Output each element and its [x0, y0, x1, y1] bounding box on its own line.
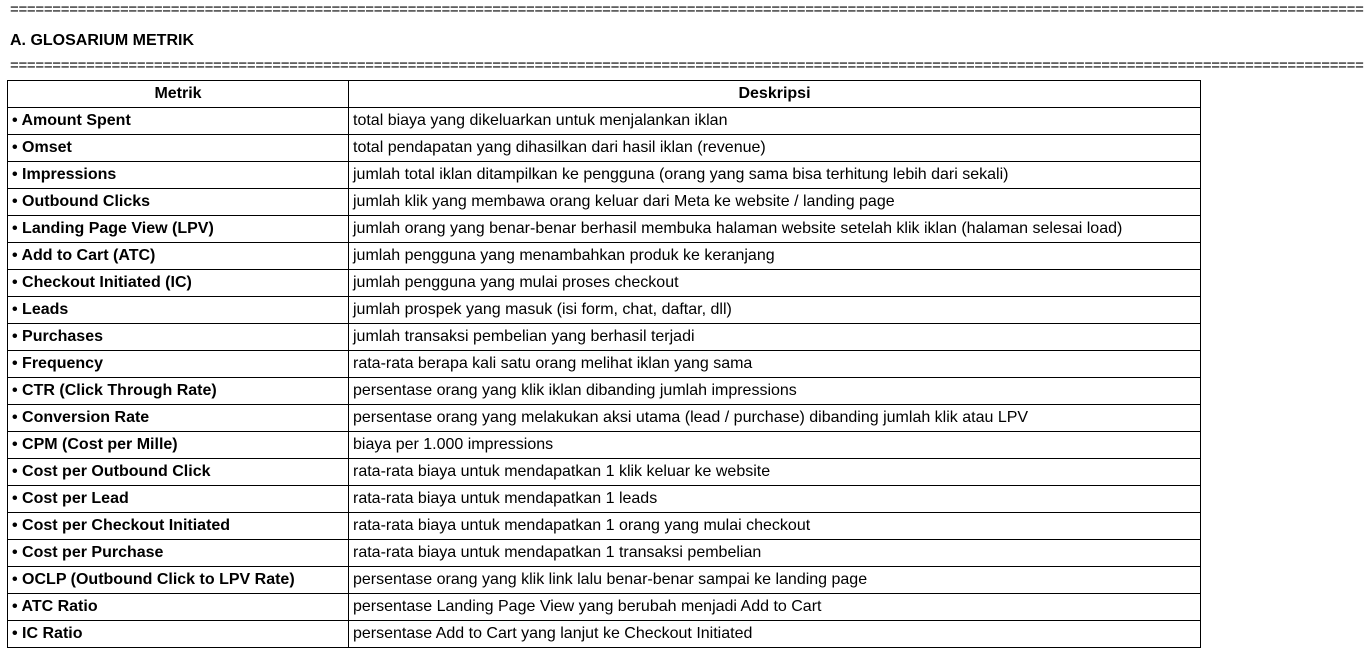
table-row [8, 189, 1201, 216]
description-cell: rata-rata biaya untuk mendapatkan 1 orang yang mulai checkout [349, 513, 1201, 540]
metric-cell: • Purchases [8, 324, 349, 351]
description-cell: persentase Add to Cart yang lanjut ke Checkout Initiated [349, 621, 1201, 648]
header-metrik: Metrik [8, 81, 349, 108]
metric-cell: • Checkout Initiated (IC) [8, 270, 349, 297]
metric-cell: • OCLP (Outbound Click to LPV Rate) [8, 567, 349, 594]
table-row [8, 162, 1201, 189]
table-row [8, 216, 1201, 243]
table-row [8, 513, 1201, 540]
table-row [8, 378, 1201, 405]
description-cell: jumlah transaksi pembelian yang berhasil terjadi [349, 324, 1201, 351]
description-cell: jumlah prospek yang masuk (isi form, chat, daftar, dll) [349, 297, 1201, 324]
description-cell: jumlah pengguna yang menambahkan produk ke keranjang [349, 243, 1201, 270]
metric-cell: • Landing Page View (LPV) [8, 216, 349, 243]
metric-cell: • Cost per Lead [8, 486, 349, 513]
metric-cell: • Cost per Purchase [8, 540, 349, 567]
table-header-row [8, 81, 1201, 108]
description-cell: total pendapatan yang dihasilkan dari hasil iklan (revenue) [349, 135, 1201, 162]
metric-cell: • Add to Cart (ATC) [8, 243, 349, 270]
table-row [8, 486, 1201, 513]
description-cell: jumlah orang yang benar-benar berhasil membuka halaman website setelah klik iklan (halaman selesai load) [349, 216, 1201, 243]
metric-cell: • Frequency [8, 351, 349, 378]
metric-cell: • Cost per Outbound Click [8, 459, 349, 486]
header-deskripsi: Deskripsi [349, 81, 1201, 108]
separator-top: ================================================================================================================================================================ [10, 1, 1364, 18]
table-row [8, 108, 1201, 135]
metric-cell: • Amount Spent [8, 108, 349, 135]
table-row [8, 432, 1201, 459]
description-cell: rata-rata berapa kali satu orang melihat iklan yang sama [349, 351, 1201, 378]
table-row [8, 243, 1201, 270]
description-cell: persentase orang yang klik iklan dibanding jumlah impressions [349, 378, 1201, 405]
metric-cell: • CPM (Cost per Mille) [8, 432, 349, 459]
description-cell: jumlah pengguna yang mulai proses checkout [349, 270, 1201, 297]
metric-cell: • Leads [8, 297, 349, 324]
metric-cell: • Conversion Rate [8, 405, 349, 432]
metric-cell: • Outbound Clicks [8, 189, 349, 216]
metric-cell: • CTR (Click Through Rate) [8, 378, 349, 405]
table-row [8, 540, 1201, 567]
metric-cell: • Impressions [8, 162, 349, 189]
description-cell: jumlah total iklan ditampilkan ke pengguna (orang yang sama bisa terhitung lebih dari sekali) [349, 162, 1201, 189]
description-cell: persentase orang yang klik link lalu benar-benar sampai ke landing page [349, 567, 1201, 594]
description-cell: rata-rata biaya untuk mendapatkan 1 klik keluar ke website [349, 459, 1201, 486]
separator-bottom: ================================================================================================================================================================ [10, 57, 1364, 74]
description-cell: total biaya yang dikeluarkan untuk menjalankan iklan [349, 108, 1201, 135]
section-title: A. GLOSARIUM METRIK [10, 32, 194, 49]
table-row [8, 351, 1201, 378]
metric-cell: • IC Ratio [8, 621, 349, 648]
metric-cell: • ATC Ratio [8, 594, 349, 621]
description-cell: persentase orang yang melakukan aksi utama (lead / purchase) dibanding jumlah klik atau LPV [349, 405, 1201, 432]
glossary-body [8, 108, 1201, 648]
table-row [8, 567, 1201, 594]
table-row [8, 459, 1201, 486]
description-cell: rata-rata biaya untuk mendapatkan 1 transaksi pembelian [349, 540, 1201, 567]
table-row [8, 324, 1201, 351]
description-cell: rata-rata biaya untuk mendapatkan 1 leads [349, 486, 1201, 513]
table-row [8, 594, 1201, 621]
description-cell: persentase Landing Page View yang berubah menjadi Add to Cart [349, 594, 1201, 621]
glossary-table [7, 80, 1201, 648]
table-row [8, 297, 1201, 324]
description-cell: biaya per 1.000 impressions [349, 432, 1201, 459]
table-row [8, 135, 1201, 162]
table-row [8, 270, 1201, 297]
description-cell: jumlah klik yang membawa orang keluar dari Meta ke website / landing page [349, 189, 1201, 216]
metric-cell: • Cost per Checkout Initiated [8, 513, 349, 540]
table-row [8, 621, 1201, 648]
table-row [8, 405, 1201, 432]
metric-cell: • Omset [8, 135, 349, 162]
